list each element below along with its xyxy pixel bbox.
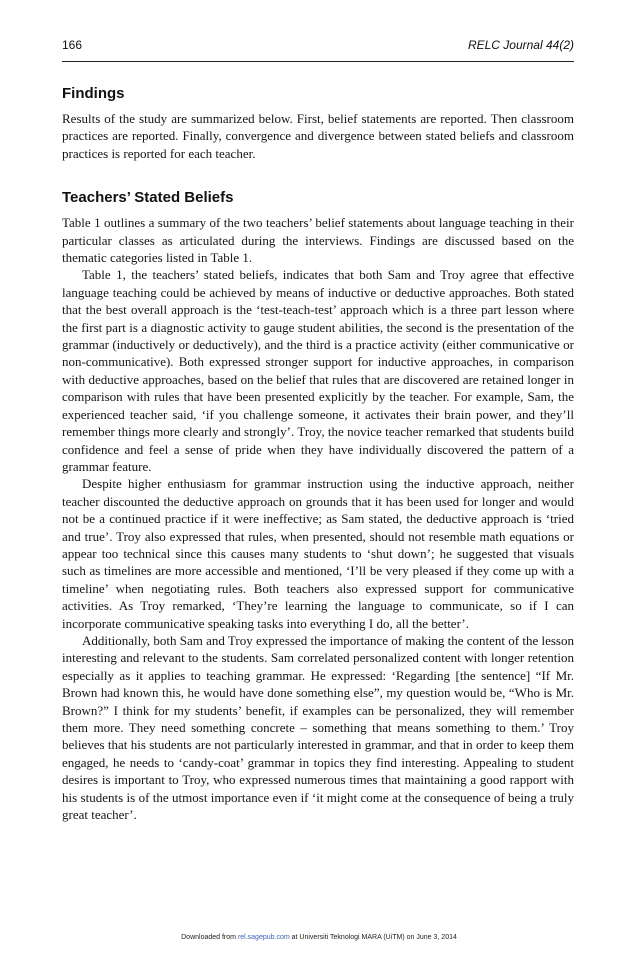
findings-heading: Findings <box>62 85 125 102</box>
footer-suffix: at Universiti Teknologi MARA (UiTM) on June 3, 2014 <box>289 934 457 941</box>
beliefs-paragraph-1: Table 1 outlines a summary of the two teachers’ belief statements about language teaching in their particular classes as articulated during the interviews. Findings are discussed based on the thematic categories listed in Table 1. <box>62 215 574 266</box>
article-body <box>62 84 574 823</box>
findings-paragraph: Results of the study are summarized below. First, belief statements are reported. Then classroom practices are reported. Finally, convergence and divergence between stated beliefs and classroom practices is reported for each teacher. <box>62 111 574 161</box>
beliefs-paragraph-4: Additionally, both Sam and Troy expressed the importance of making the content of the lesson interesting and relevant to the students. Sam correlated personalized content with longer retention especially as it applies to teaching grammar. He expressed: ‘Regarding [the sentence] “If Mr. Brown had known this, he would have done something else”, my question would be, “Who is Mr. Brown?” I think for my students’ benefit, if examples can be personalized, they will remember them more. They need something concrete – something that means something to them.’ Troy believes that his students are not particularly interested in grammar, and that in order to keep them engaged, he needs to ‘candy-coat’ grammar in topics they find interesting. Appealing to student desires is important to Troy, who expressed numerous times that maintaining a good rapport with his students is of the utmost importance even if ‘it might come at the consequence of being a truly great teacher’. <box>62 632 574 823</box>
header-rule <box>62 61 574 62</box>
beliefs-heading: Teachers’ Stated Beliefs <box>62 189 234 207</box>
journal-title: RELC Journal 44(2) <box>467 38 574 52</box>
beliefs-paragraph-3: Despite higher enthusiasm for grammar instruction using the inductive approach, neither teacher discounted the deductive approach on grounds that it has been used for longer and would not be a continued practice if it were ineffective; as Sam stated, the deductive approach is ‘tried and true’. Troy also expressed that rules, when presented, should not resemble math equations or appear too technical since this causes many students to ‘shut down’; he suggested that visuals such as timelines are more accessible and mentioned, ‘I’ll be very pleased if they come up with a timeline’ when negotiating rules. Both teachers also expressed support for communicative activities. As Troy remarked, ‘They’re learning the language to communicate, so if I can incorporate communicative speaking tasks into everything I do, all the better’. <box>62 476 574 631</box>
footer-prefix: Downloaded from <box>181 934 238 941</box>
footer-link[interactable]: rel.sagepub.com <box>237 934 290 941</box>
page-number: 166 <box>62 38 83 52</box>
beliefs-paragraph-2: Table 1, the teachers’ stated beliefs, indicates that both Sam and Troy agree that effective language teaching could be achieved by means of inductive or deductive approaches. Both stated that the best overall approach is the ‘test-teach-test’ approach which is a three part lesson where the first part is a diagnostic activity to gauge student abilities, the second is the presentation of the grammar (inductively or deductively), and the third is a practice activity (either communicative or non-communicative). Both expressed stronger support for inductive approaches, in comparison with deductive approaches, based on the belief that rules that are discovered are retained longer in comparison with rules that have been presented explicitly by the teacher. For example, Sam, the experienced teacher said, ‘if you challenge someone, it activates their brain power, and they’ll remember things more clearly and strongly’. Troy, the novice teacher remarked that students build confidence and feel a sense of pride when they have individually discovered the pattern of a grammar feature. <box>62 267 574 474</box>
download-footer <box>0 934 638 941</box>
